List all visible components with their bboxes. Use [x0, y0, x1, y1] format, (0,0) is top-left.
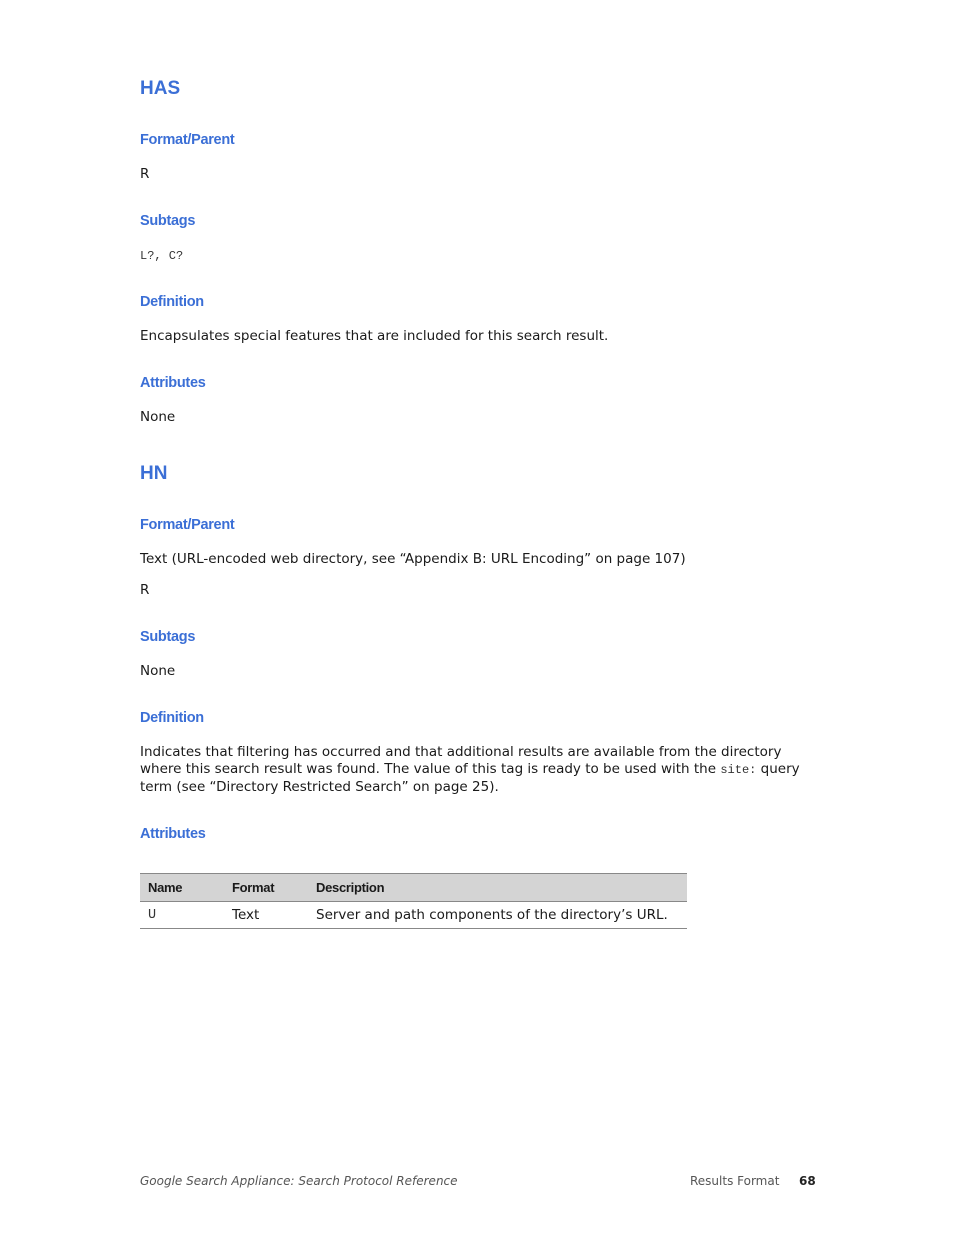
definition-text [140, 744, 810, 796]
attributes-value: None [140, 409, 176, 425]
table-header-row [140, 874, 687, 902]
footer-doc-title: Google Search Appliance: Search Protocol Reference [140, 1174, 458, 1188]
subtags-heading: Subtags [140, 629, 196, 645]
cell-name: U [140, 902, 224, 929]
subtags-value: L?, C? [140, 249, 184, 263]
format-parent-heading: Format/Parent [140, 132, 235, 148]
definition-heading: Definition [140, 710, 204, 726]
format-parent-heading: Format/Parent [140, 517, 235, 533]
format-parent-value-2: R [140, 582, 150, 598]
definition-text-part2: query term (see “Directory Restricted Search” on page 25). [140, 761, 800, 795]
section-title-hn: HN [140, 463, 168, 484]
subtags-heading: Subtags [140, 213, 196, 229]
format-parent-value: R [140, 166, 150, 182]
definition-text: Encapsulates special features that are included for this search result. [140, 328, 609, 344]
section-title-has: HAS [140, 78, 181, 99]
attributes-heading: Attributes [140, 826, 206, 842]
subtags-value: None [140, 663, 176, 679]
column-header-name: Name [140, 874, 224, 902]
definition-text-part1: Indicates that filtering has occurred and that additional results are available from the directory where this search result was found. The value of this tag is ready to be used with the [140, 744, 782, 777]
column-header-format: Format [224, 874, 308, 902]
attributes-table [140, 873, 687, 929]
format-parent-value: Text (URL-encoded web directory, see “Appendix B: URL Encoding” on page 107) [140, 551, 686, 567]
definition-heading: Definition [140, 294, 204, 310]
attributes-heading: Attributes [140, 375, 206, 391]
table-row [140, 902, 687, 929]
site-code: site: [720, 763, 757, 777]
cell-format: Text [224, 902, 308, 929]
column-header-description: Description [308, 874, 687, 902]
footer-page-number: 68 [799, 1174, 816, 1188]
footer-chapter: Results Format [690, 1174, 780, 1188]
cell-description: Server and path components of the directory’s URL. [308, 902, 687, 929]
